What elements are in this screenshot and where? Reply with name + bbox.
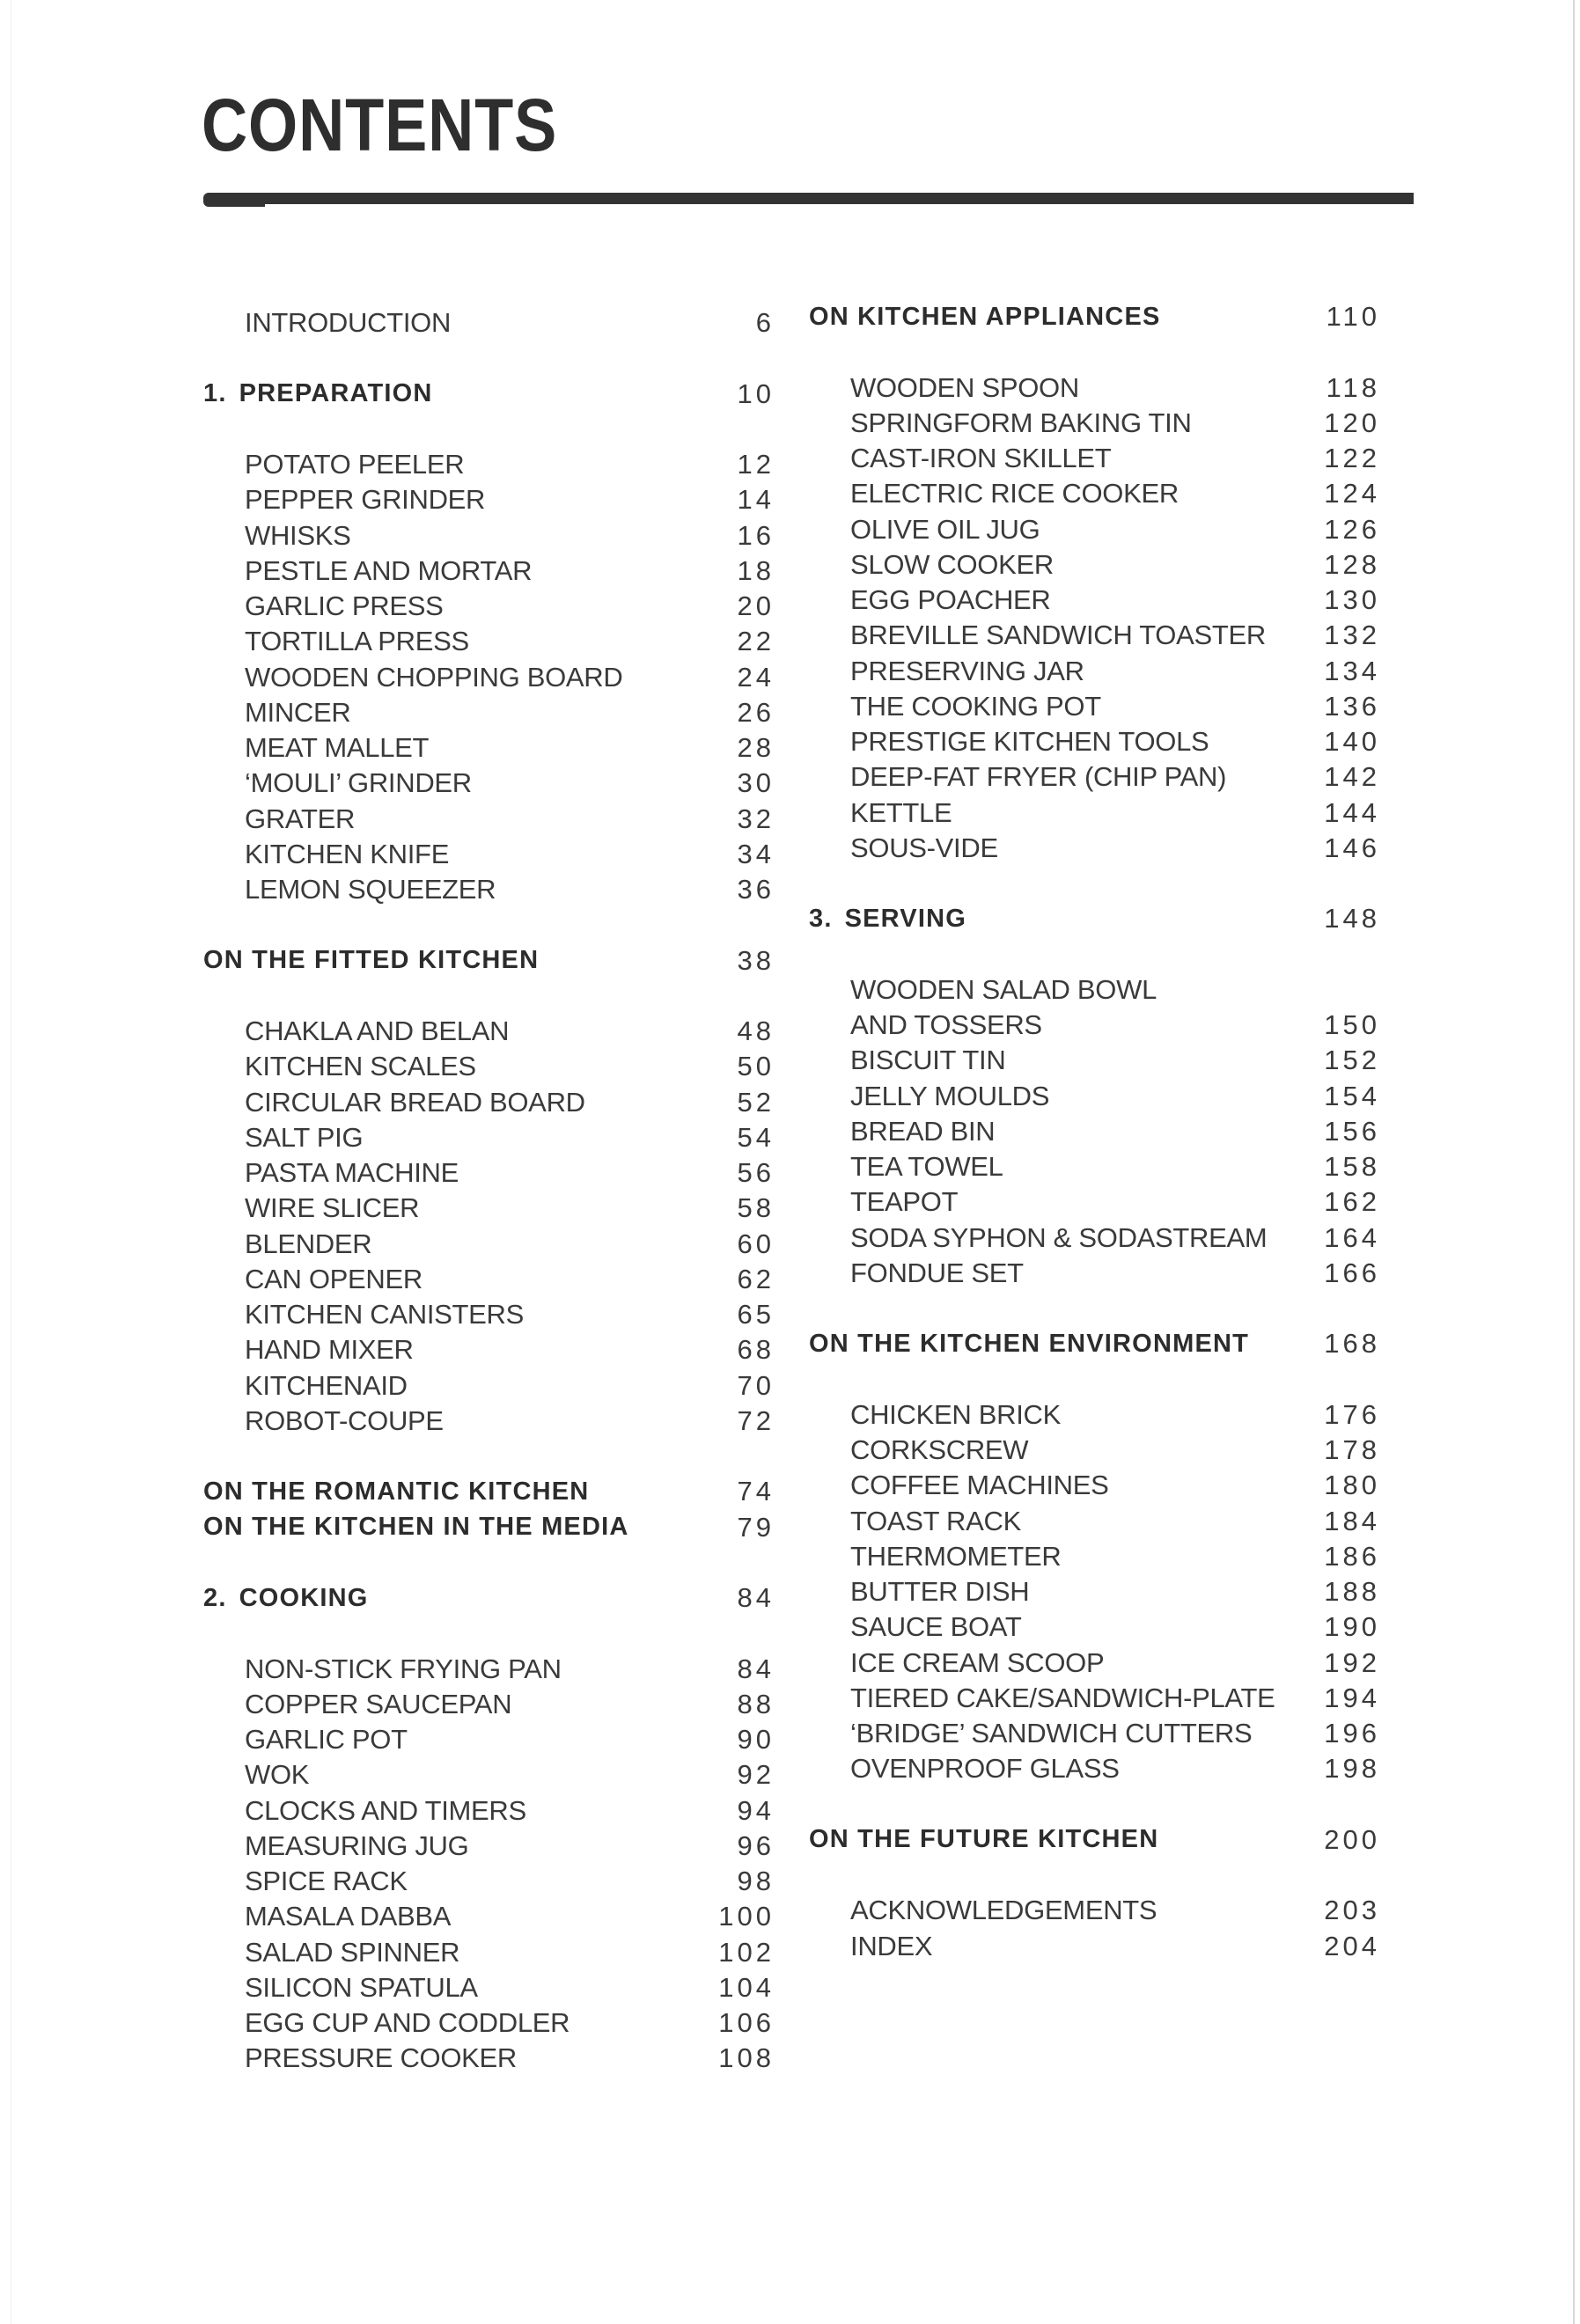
entry-label: BISCUIT TIN — [850, 1045, 1006, 1076]
entry-label: COPPER SAUCEPAN — [245, 1688, 512, 1719]
toc-entry[interactable] — [203, 1652, 775, 1687]
entry-label: PEPPER GRINDER — [245, 484, 486, 516]
entry-label: OLIVE OIL JUG — [850, 513, 1040, 545]
entry-label: EGG CUP AND CODDLER — [245, 2007, 570, 2039]
toc-entry[interactable] — [203, 482, 775, 517]
page-number: 28 — [737, 732, 775, 764]
toc-entry[interactable] — [203, 2041, 775, 2076]
page-number: 106 — [718, 2007, 775, 2039]
page-number: 180 — [1324, 1470, 1380, 1501]
entry-label: KITCHEN KNIFE — [245, 838, 450, 869]
page-number: 58 — [737, 1192, 775, 1224]
toc-entry[interactable] — [203, 1191, 775, 1226]
entry-label: GARLIC PRESS — [245, 590, 444, 622]
page-number: 36 — [737, 874, 775, 905]
page-number: 176 — [1324, 1398, 1380, 1430]
page-number: 162 — [1324, 1186, 1380, 1218]
page-number: 54 — [737, 1121, 775, 1153]
toc-section-heading[interactable] — [203, 943, 775, 979]
entry-label: TEAPOT — [850, 1186, 959, 1218]
page-number: 65 — [737, 1299, 775, 1331]
page-number: 98 — [737, 1866, 775, 1897]
blank-line — [809, 334, 1377, 370]
toc-entry[interactable] — [809, 1256, 1380, 1291]
entry-label: OVENPROOF GLASS — [850, 1753, 1120, 1785]
toc-entry[interactable] — [809, 1716, 1380, 1751]
entry-label: ON THE ROMANTIC KITCHEN — [203, 1477, 590, 1506]
entry-label: ON THE FITTED KITCHEN — [203, 946, 540, 975]
toc-entry[interactable] — [203, 1829, 775, 1864]
page-number: 164 — [1324, 1221, 1380, 1253]
entry-label: SALT PIG — [245, 1121, 364, 1153]
blank-line — [203, 907, 771, 942]
page-number: 50 — [737, 1051, 775, 1082]
entry-label: CAN OPENER — [245, 1263, 423, 1294]
page-number: 92 — [737, 1759, 775, 1791]
toc-section-heading[interactable] — [809, 901, 1380, 936]
entry-label: PRESERVING JAR — [850, 655, 1084, 686]
page-number: 196 — [1324, 1718, 1380, 1749]
page-number: 134 — [1324, 655, 1380, 686]
page-number: 110 — [1326, 301, 1380, 333]
toc-entry[interactable] — [203, 1722, 775, 1757]
toc-entry[interactable] — [203, 802, 775, 837]
entry-title — [203, 307, 451, 339]
entry-label: PRESSURE COOKER — [245, 2042, 518, 2074]
entry-label: GARLIC POT — [245, 1724, 408, 1756]
blank-line — [203, 1439, 771, 1474]
entry-label: SOUS-VIDE — [850, 832, 998, 863]
page-number: 108 — [718, 2042, 775, 2074]
blank-line — [809, 866, 1377, 901]
entry-label: EGG POACHER — [850, 584, 1051, 616]
entry-label: KITCHENAID — [245, 1369, 408, 1401]
page-number: 79 — [737, 1511, 775, 1543]
blank-line — [203, 412, 771, 447]
entry-title — [203, 1584, 369, 1613]
blank-line — [809, 937, 1377, 972]
entry-label: ‘MOULI’ GRINDER — [245, 767, 472, 799]
entry-label: ELECTRIC RICE COOKER — [850, 478, 1179, 510]
toc-entry[interactable] — [809, 1646, 1380, 1681]
page-number: 190 — [1324, 1611, 1380, 1643]
toc-entry[interactable] — [809, 1184, 1380, 1220]
entry-label: SILICON SPATULA — [245, 1971, 478, 2003]
blank-line — [809, 1858, 1377, 1893]
toc-entry[interactable] — [203, 305, 775, 341]
page-number: 88 — [737, 1688, 775, 1719]
entry-label: ICE CREAM SCOOP — [850, 1646, 1105, 1678]
entry-label: CHAKLA AND BELAN — [245, 1015, 510, 1047]
toc-entry[interactable] — [809, 1221, 1380, 1256]
entry-title — [809, 905, 966, 934]
entry-label: BLENDER — [245, 1228, 372, 1259]
page-number: 102 — [718, 1936, 775, 1968]
page-number: 18 — [737, 554, 775, 586]
toc-entry[interactable] — [203, 1687, 775, 1722]
entry-label: MASALA DABBA — [245, 1901, 452, 1932]
page-number: 52 — [737, 1086, 775, 1118]
toc-entry[interactable] — [203, 872, 775, 907]
entry-label: SALAD SPINNER — [245, 1936, 460, 1968]
page-number: 156 — [1324, 1115, 1380, 1147]
toc-entry[interactable] — [203, 1970, 775, 2005]
toc-entry[interactable] — [203, 730, 775, 766]
toc-entry[interactable] — [809, 724, 1380, 759]
toc-entry[interactable] — [203, 554, 775, 589]
entry-label: MINCER — [245, 696, 351, 728]
entry-label: LEMON SQUEEZER — [245, 874, 496, 905]
page-number: 6 — [755, 307, 775, 339]
page-number: 158 — [1324, 1151, 1380, 1183]
entry-label: SERVING — [844, 904, 966, 933]
entry-label: MEAT MALLET — [245, 732, 430, 764]
chapter-number: 3. — [809, 904, 833, 933]
page-number: 32 — [737, 803, 775, 834]
page-number: 104 — [718, 1971, 775, 2003]
page-number: 24 — [737, 661, 775, 693]
toc-entry[interactable] — [203, 1085, 775, 1120]
toc-column-left — [203, 305, 775, 2077]
toc-entry[interactable] — [203, 1227, 775, 1262]
toc-section-heading[interactable] — [809, 299, 1380, 334]
toc-entry[interactable] — [203, 1262, 775, 1297]
page-number: 74 — [737, 1476, 775, 1507]
entry-label: PESTLE AND MORTAR — [245, 554, 533, 586]
entry-title — [809, 1330, 1249, 1359]
entry-label: ON THE KITCHEN IN THE MEDIA — [203, 1513, 629, 1542]
toc-entry[interactable] — [809, 583, 1380, 618]
page-number: 132 — [1324, 619, 1380, 651]
blank-line — [203, 341, 771, 376]
page-number: 84 — [737, 1582, 775, 1614]
toc-entry[interactable] — [203, 1793, 775, 1829]
entry-label: ACKNOWLEDGEMENTS — [850, 1895, 1157, 1926]
page-number: 22 — [737, 626, 775, 657]
toc-section-heading[interactable] — [809, 1326, 1380, 1361]
entry-label: GRATER — [245, 803, 356, 834]
page-number: 34 — [737, 838, 775, 869]
page-number: 152 — [1324, 1045, 1380, 1076]
page-number: 120 — [1324, 407, 1380, 438]
entry-title — [203, 379, 433, 408]
toc-entry[interactable] — [809, 1468, 1380, 1503]
page-number: 146 — [1324, 832, 1380, 863]
toc-entry[interactable] — [809, 972, 1377, 1008]
entry-label: WOODEN SALAD BOWL — [850, 973, 1157, 1005]
page-number: 16 — [737, 519, 775, 551]
toc-entry[interactable] — [203, 1899, 775, 1934]
toc-entry[interactable] — [809, 1149, 1380, 1184]
page-number: 94 — [737, 1794, 775, 1826]
toc-entry[interactable] — [809, 512, 1380, 547]
page-number: 20 — [737, 590, 775, 622]
entry-label: SODA SYPHON & SODASTREAM — [850, 1221, 1268, 1253]
entry-label: CIRCULAR BREAD BOARD — [245, 1086, 585, 1118]
toc-column-right — [809, 299, 1380, 1964]
page-number: 124 — [1324, 478, 1380, 510]
entry-label: ‘BRIDGE’ SANDWICH CUTTERS — [850, 1718, 1253, 1749]
page-number: 26 — [737, 696, 775, 728]
page-number: 203 — [1324, 1895, 1380, 1926]
toc-entry[interactable] — [809, 1574, 1380, 1609]
page-number: 30 — [737, 767, 775, 799]
entry-label: PASTA MACHINE — [245, 1157, 459, 1189]
toc-entry[interactable] — [203, 1049, 775, 1084]
toc-entry[interactable] — [809, 759, 1380, 795]
entry-label: TOAST RACK — [850, 1505, 1021, 1536]
toc-entry[interactable] — [809, 689, 1380, 724]
entry-label: CORKSCREW — [850, 1434, 1029, 1466]
page-number: 100 — [718, 1901, 775, 1932]
entry-label: SLOW COOKER — [850, 548, 1054, 580]
entry-label: BREAD BIN — [850, 1115, 996, 1147]
toc-section-heading[interactable] — [203, 1580, 775, 1616]
toc-entry[interactable] — [809, 1539, 1380, 1574]
page-number: 14 — [737, 484, 775, 516]
page-number: 60 — [737, 1228, 775, 1259]
entry-label: SPRINGFORM BAKING TIN — [850, 407, 1192, 438]
toc-entry[interactable] — [203, 447, 775, 482]
entry-label: WOK — [245, 1759, 310, 1791]
toc-entry[interactable] — [809, 370, 1380, 406]
toc-entry[interactable] — [809, 831, 1380, 866]
entry-label: ROBOT-COUPE — [245, 1404, 444, 1436]
entry-label: CAST-IRON SKILLET — [850, 443, 1112, 474]
toc-entry[interactable] — [203, 1757, 775, 1792]
entry-label: MEASURING JUG — [245, 1829, 469, 1861]
page-title: CONTENTS — [202, 84, 558, 166]
toc-entry[interactable] — [809, 441, 1380, 476]
toc-entry[interactable] — [203, 1297, 775, 1332]
page-number: 126 — [1324, 513, 1380, 545]
page-number: 118 — [1326, 371, 1380, 403]
page-number: 194 — [1324, 1682, 1380, 1713]
entry-title — [203, 1513, 629, 1542]
entry-label: HAND MIXER — [245, 1334, 414, 1366]
toc-entry[interactable] — [203, 837, 775, 872]
toc-entry[interactable] — [809, 476, 1380, 511]
blank-line — [809, 1787, 1377, 1822]
toc-entry[interactable] — [203, 1332, 775, 1367]
entry-title — [809, 1825, 1158, 1854]
entry-label: WHISKS — [245, 519, 351, 551]
page-number: 84 — [737, 1653, 775, 1684]
toc-entry[interactable] — [203, 518, 775, 554]
blank-line — [809, 1362, 1377, 1397]
entry-label: TORTILLA PRESS — [245, 626, 469, 657]
entry-label: WOODEN CHOPPING BOARD — [245, 661, 623, 693]
page-number: 144 — [1324, 796, 1380, 828]
page-number: 150 — [1324, 1009, 1380, 1041]
toc-section-heading[interactable] — [203, 1474, 775, 1509]
chapter-number: 1. — [203, 379, 227, 408]
toc-entry[interactable] — [203, 766, 775, 801]
page-number: 130 — [1324, 584, 1380, 616]
toc-entry[interactable] — [809, 406, 1380, 441]
page-number: 90 — [737, 1724, 775, 1756]
toc-entry[interactable] — [203, 1404, 775, 1439]
toc-entry[interactable] — [203, 1014, 775, 1049]
entry-label: CHICKEN BRICK — [850, 1398, 1061, 1430]
page-number: 68 — [737, 1334, 775, 1366]
page-number: 96 — [737, 1829, 775, 1861]
toc-entry[interactable] — [203, 2005, 775, 2041]
entry-label: COFFEE MACHINES — [850, 1470, 1109, 1501]
entry-label: PRESTIGE KITCHEN TOOLS — [850, 726, 1209, 758]
toc-entry[interactable] — [203, 1120, 775, 1155]
page-number: 200 — [1324, 1823, 1380, 1855]
entry-label: BREVILLE SANDWICH TOASTER — [850, 619, 1266, 651]
page-number: 168 — [1324, 1328, 1380, 1360]
toc-entry[interactable] — [809, 547, 1380, 583]
entry-label: KETTLE — [850, 796, 952, 828]
toc-entry[interactable] — [809, 1751, 1380, 1786]
toc-entry[interactable] — [203, 660, 775, 695]
entry-label: POTATO PEELER — [245, 449, 465, 480]
toc-entry[interactable] — [809, 1929, 1380, 1964]
entry-title — [203, 1477, 589, 1507]
entry-label: DEEP-FAT FRYER (CHIP PAN) — [850, 761, 1227, 793]
entry-label: KITCHEN CANISTERS — [245, 1299, 524, 1331]
entry-label: KITCHEN SCALES — [245, 1051, 476, 1082]
toc-entry[interactable] — [809, 1397, 1380, 1433]
page-number: 154 — [1324, 1080, 1380, 1111]
page-number: 48 — [737, 1015, 775, 1047]
blank-line — [203, 1616, 771, 1651]
toc-entry[interactable] — [809, 795, 1380, 831]
entry-label: THE COOKING POT — [850, 690, 1101, 722]
entry-label: COOKING — [239, 1583, 369, 1612]
entry-title — [203, 946, 539, 975]
toc-entry[interactable] — [203, 695, 775, 730]
entry-label: AND TOSSERS — [850, 1009, 1042, 1041]
entry-label: ON KITCHEN APPLIANCES — [809, 302, 1161, 331]
page-number: 186 — [1324, 1540, 1380, 1572]
page-number: 72 — [737, 1404, 775, 1436]
entry-label: WOODEN SPOON — [850, 371, 1079, 403]
toc-entry[interactable] — [203, 589, 775, 624]
toc-entry[interactable] — [809, 1504, 1380, 1539]
page-number: 140 — [1324, 726, 1380, 758]
blank-line — [203, 979, 771, 1014]
entry-label: NON-STICK FRYING PAN — [245, 1653, 562, 1684]
toc-entry[interactable] — [809, 1893, 1380, 1928]
page-number: 204 — [1324, 1930, 1380, 1961]
toc-section-heading[interactable] — [203, 1510, 775, 1545]
page-number: 142 — [1324, 761, 1380, 793]
entry-label: SPICE RACK — [245, 1866, 408, 1897]
blank-line — [203, 1545, 771, 1580]
entry-label: CLOCKS AND TIMERS — [245, 1794, 526, 1826]
entry-label: ON THE KITCHEN ENVIRONMENT — [809, 1329, 1250, 1358]
title-rule-divider — [203, 193, 1414, 204]
page-number: 188 — [1324, 1576, 1380, 1608]
toc-entry[interactable] — [203, 1155, 775, 1191]
page-number: 122 — [1324, 443, 1380, 474]
page-number: 38 — [737, 944, 775, 976]
entry-label: FONDUE SET — [850, 1257, 1024, 1288]
toc-entry[interactable] — [809, 1079, 1380, 1114]
page-number: 178 — [1324, 1434, 1380, 1466]
entry-label: THERMOMETER — [850, 1540, 1062, 1572]
entry-label: TIERED CAKE/SANDWICH-PLATE — [850, 1682, 1275, 1713]
entry-label: INTRODUCTION — [245, 307, 452, 339]
page-number: 128 — [1324, 548, 1380, 580]
toc-section-heading[interactable] — [203, 377, 775, 412]
entry-label: INDEX — [850, 1930, 933, 1961]
page-number: 70 — [737, 1369, 775, 1401]
page-edge-right — [1573, 0, 1575, 2324]
toc-entry[interactable] — [203, 1368, 775, 1404]
toc-section-heading[interactable] — [809, 1822, 1380, 1858]
toc-entry[interactable] — [809, 1008, 1380, 1043]
blank-line — [809, 1291, 1377, 1326]
page-number: 166 — [1324, 1257, 1380, 1288]
toc-entry[interactable] — [203, 624, 775, 659]
page-number: 10 — [737, 378, 775, 409]
page-number: 12 — [737, 449, 775, 480]
toc-entry[interactable] — [809, 618, 1380, 653]
toc-entry[interactable] — [809, 1114, 1380, 1149]
toc-entry[interactable] — [809, 1043, 1380, 1078]
entry-label: BUTTER DISH — [850, 1576, 1030, 1608]
page-number: 192 — [1324, 1646, 1380, 1678]
entry-label: JELLY MOULDS — [850, 1080, 1050, 1111]
toc-entry[interactable] — [809, 1433, 1380, 1468]
entry-label: WIRE SLICER — [245, 1192, 420, 1224]
entry-label: TEA TOWEL — [850, 1151, 1003, 1183]
page-number: 136 — [1324, 690, 1380, 722]
page-number: 198 — [1324, 1753, 1380, 1785]
toc-entry[interactable] — [809, 654, 1380, 689]
page-number: 184 — [1324, 1505, 1380, 1536]
page-number: 148 — [1324, 903, 1380, 935]
page-number: 56 — [737, 1157, 775, 1189]
toc-entry[interactable] — [809, 1681, 1380, 1716]
entry-title — [809, 303, 1161, 332]
toc-entry[interactable] — [203, 1935, 775, 1970]
entry-label: SAUCE BOAT — [850, 1611, 1022, 1643]
toc-entry[interactable] — [203, 1864, 775, 1899]
toc-entry[interactable] — [809, 1609, 1380, 1645]
chapter-number: 2. — [203, 1583, 227, 1612]
page-number: 62 — [737, 1263, 775, 1294]
entry-label: PREPARATION — [239, 379, 433, 408]
entry-label: ON THE FUTURE KITCHEN — [809, 1825, 1159, 1854]
